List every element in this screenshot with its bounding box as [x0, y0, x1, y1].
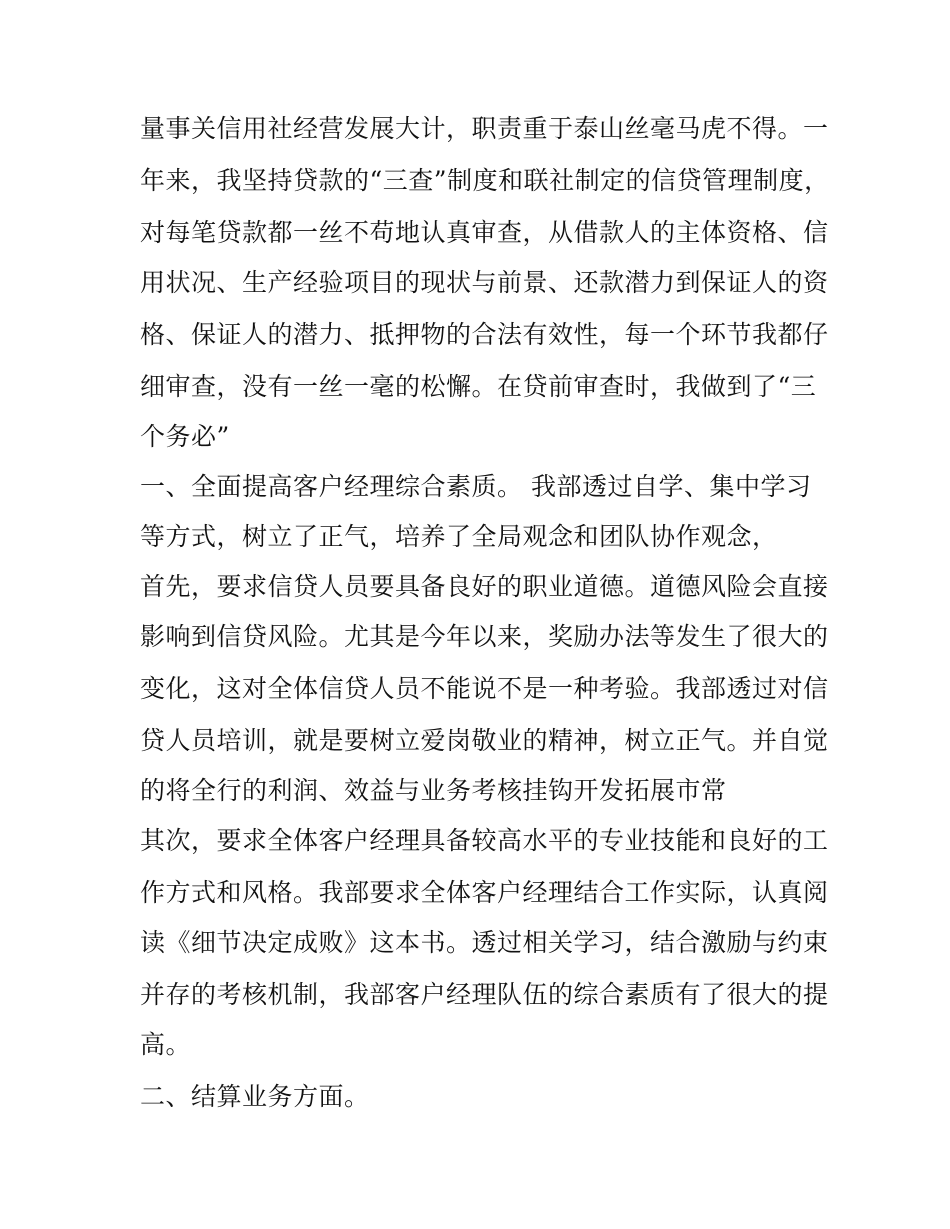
- text-line: 影响到信贷风险。尤其是今年以来，奖励办法等发生了很大的: [140, 622, 829, 651]
- text-line: 年来，我坚持贷款的“三查”制度和联社制定的信贷管理制度，: [140, 166, 830, 195]
- text-line: 细审查，没有一丝一毫的松懈。在贷前审查时，我做到了“三: [140, 372, 817, 401]
- text-line: 首先，要求信贷人员要具备良好的职业道德。道德风险会直接: [140, 572, 829, 601]
- text-line: 作方式和风格。我部要求全体客户经理结合工作实际，认真阅: [140, 878, 829, 907]
- text-line: 的将全行的利润、效益与业务考核挂钩开发拓展市常: [140, 776, 727, 805]
- text-line: 读《细节决定成败》这本书。透过相关学习，结合激励与约束: [140, 928, 829, 957]
- text-line: 对每笔贷款都一丝不苟地认真审查，从借款人的主体资格、信: [140, 218, 829, 247]
- text-line: 格、保证人的潜力、抵押物的合法有效性，每一个环节我都仔: [140, 320, 829, 349]
- text-line: 个务必”: [140, 422, 230, 451]
- text-line: 二、结算业务方面。: [140, 1082, 370, 1111]
- text-line: 用状况、生产经验项目的现状与前景、还款潜力到保证人的资: [140, 268, 829, 297]
- text-line: 贷人员培训，就是要树立爱岗敬业的精神，树立正气。并自觉: [140, 726, 829, 755]
- text-line: 并存的考核机制，我部客户经理队伍的综合素质有了很大的提: [140, 980, 829, 1009]
- text-line: 变化，这对全体信贷人员不能说不是一种考验。我部透过对信: [140, 674, 829, 703]
- text-line: 量事关信用社经营发展大计，职责重于泰山丝毫马虎不得。一: [140, 114, 829, 143]
- text-line: 其次，要求全体客户经理具备较高水平的专业技能和良好的工: [140, 826, 829, 855]
- text-line: 高。: [140, 1030, 192, 1059]
- text-line: 等方式，树立了正气，培养了全局观念和团队协作观念，: [140, 522, 778, 551]
- text-line: 一、全面提高客户经理综合素质。 我部透过自学、集中学习: [140, 472, 812, 501]
